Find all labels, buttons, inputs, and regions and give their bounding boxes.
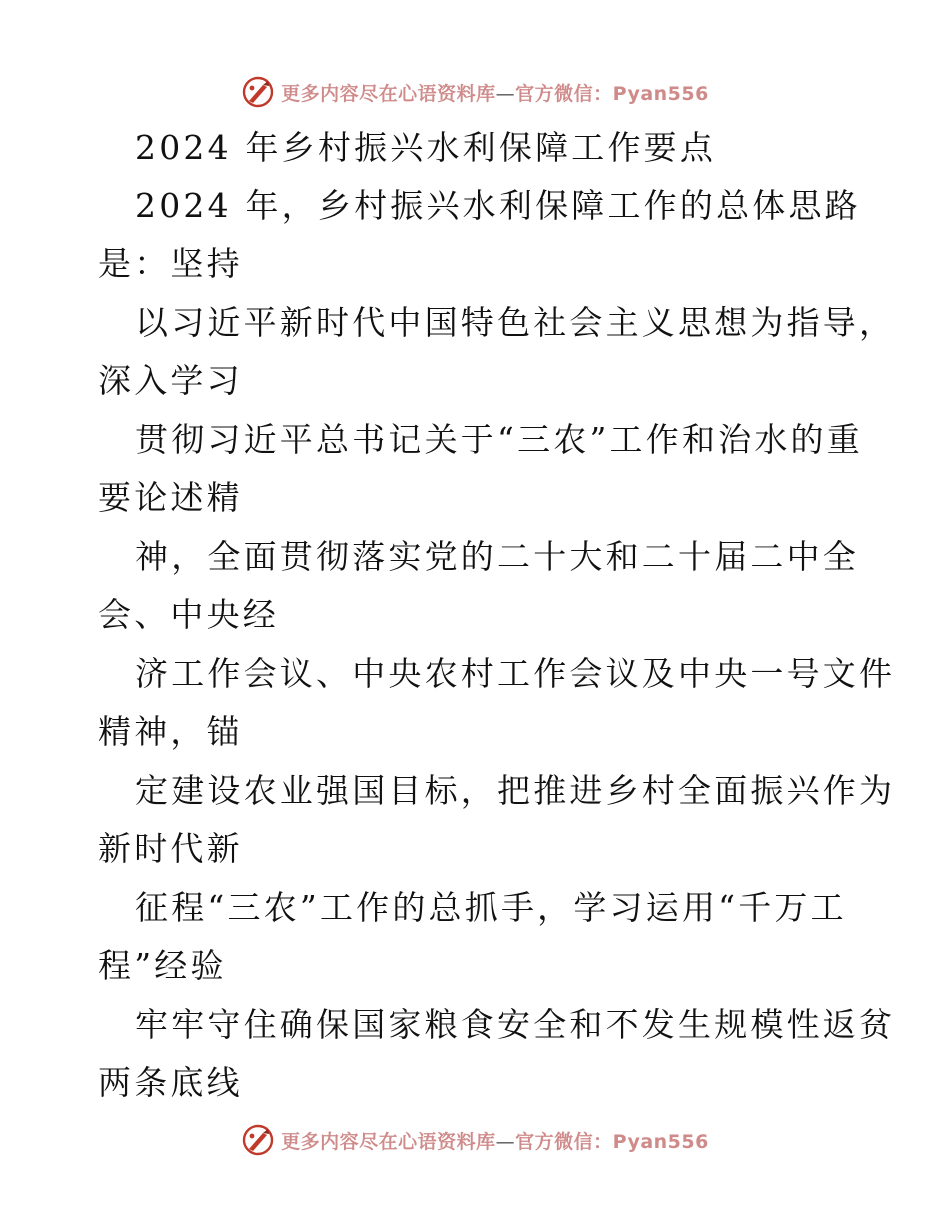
- doc-line: 2024 年，乡村振兴水利保障工作的总体思路: [135, 186, 861, 225]
- doc-line: 要论述精: [98, 478, 243, 517]
- banner-separator: —: [495, 82, 516, 105]
- doc-line: 贯彻习近平总书记关于“三农”工作和治水的重: [135, 420, 863, 459]
- banner-text: [281, 1127, 709, 1154]
- doc-line: 神，全面贯彻落实党的二十大和二十届二中全: [135, 537, 859, 576]
- footer-banner: [0, 1120, 950, 1160]
- doc-line: 是：坚持: [98, 244, 243, 283]
- banner-wechat: 官方微信：Pyan556: [515, 82, 709, 105]
- banner-text-cn: 更多内容尽在心语资料库: [281, 1130, 496, 1153]
- doc-line: 会、中央经: [98, 595, 279, 634]
- doc-line: 征程“三农”工作的总抓手，学习运用“千万工: [135, 888, 847, 927]
- doc-line: 程”经验: [98, 946, 227, 985]
- doc-line: 济工作会议、中央农村工作会议及中央一号文件: [135, 654, 896, 693]
- doc-line: 定建设农业强国目标，把推进乡村全面振兴作为: [135, 771, 896, 810]
- banner-text-cn: 更多内容尽在心语资料库: [281, 82, 496, 105]
- doc-line: 两条底线: [98, 1063, 243, 1102]
- doc-line: 牢牢守住确保国家粮食安全和不发生规模性返贫: [135, 1005, 896, 1044]
- banner-text: [281, 79, 709, 106]
- doc-line: 新时代新: [98, 829, 243, 868]
- doc-line: 精神，锚: [98, 712, 243, 751]
- pen-quill-logo-icon: [241, 1123, 275, 1157]
- doc-line: 深入学习: [98, 361, 243, 400]
- banner-wechat: 官方微信：Pyan556: [515, 1130, 709, 1153]
- banner-separator: —: [495, 1130, 516, 1153]
- doc-line: 以习近平新时代中国特色社会主义思想为指导，: [135, 303, 896, 342]
- pen-quill-logo-icon: [241, 75, 275, 109]
- doc-title: 2024 年乡村振兴水利保障工作要点: [135, 128, 717, 167]
- header-banner: [0, 72, 950, 112]
